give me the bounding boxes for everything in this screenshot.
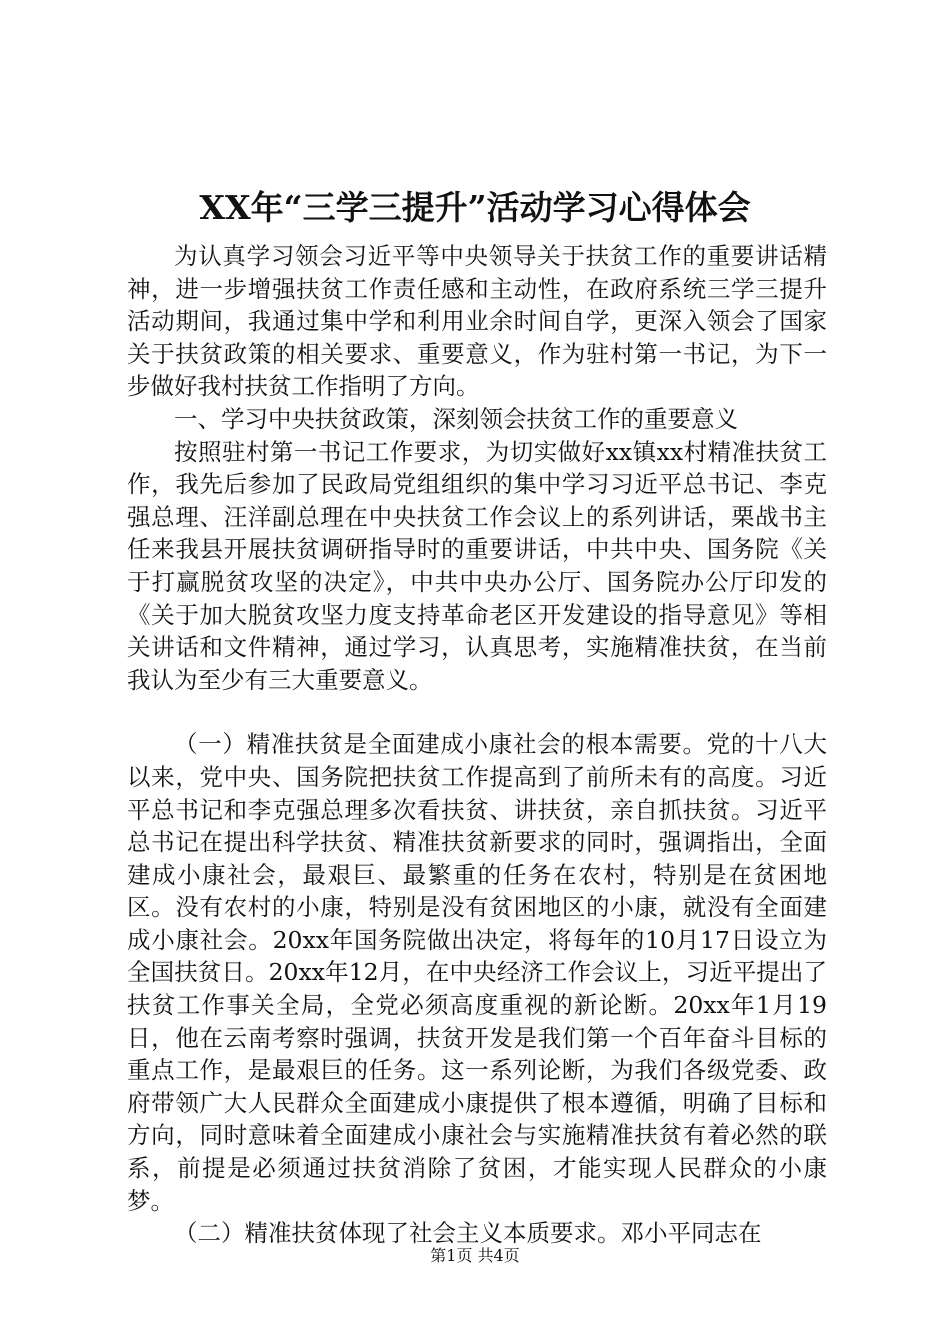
document-body (127, 240, 827, 1250)
body-paragraph: （二）精准扶贫体现了社会主义本质要求。邓小平同志在 (174, 1219, 762, 1248)
section-heading: 一、学习中央扶贫政策，深刻领会扶贫工作的重要意义 (174, 404, 738, 433)
page-number: 第1页 共4页 (430, 1246, 520, 1265)
document-title: XX年“三学三提升”活动学习心得体会 (199, 188, 751, 227)
body-paragraph: （一）精准扶贫是全面建成小康社会的根本需要。党的十八大以来，党中央、国务院把扶贫工作提高到了前所未有的高度。习近平总书记和李克强总理多次看扶贫、讲扶贫，亲自抓扶贫。习近平总书记在提出科学扶贫、精准扶贫新要求的同时，强调指出，全面建成小康社会，最艰巨、最繁重的任务在农村，特别是在贫困地区。没有农村的小康，特别是没有贫困地区的小康，就没有全面建成小康社会。20xx年国务院做出决定，将每年的10月17日设立为全国扶贫日。20xx年12月，在中央经济工作会议上，习近平提出了扶贫工作事关全局，全党必须高度重视的新论断。20xx年1月19日，他在云南考察时强调，扶贫开发是我们第一个百年奋斗目标的重点工作，是最艰巨的任务。这一系列论断，为我们各级党委、政府带领广大人民群众全面建成小康提供了根本遵循，明确了目标和方向，同时意味着全面建成小康社会与实施精准扶贫有着必然的联系，前提是必须通过扶贫消除了贫困，才能实现人民群众的小康梦。 (127, 730, 827, 1215)
intro-paragraph: 为认真学习领会习近平等中央领导关于扶贫工作的重要讲话精神，进一步增强扶贫工作责任感和主动性，在政府系统三学三提升活动期间，我通过集中学和利用业余时间自学，更深入领会了国家关于扶贫政策的相关要求、重要意义，作为驻村第一书记，为下一步做好我村扶贫工作指明了方向。 (127, 242, 827, 401)
body-paragraph: 按照驻村第一书记工作要求，为切实做好xx镇xx村精准扶贫工作，我先后参加了民政局党组组织的集中学习习近平总书记、李克强总理、汪洋副总理在中央扶贫工作会议上的系列讲话，栗战书主任来我县开展扶贫调研指导时的重要讲话，中共中央、国务院《关于打赢脱贫攻坚的决定》，中共中央办公厅、国务院办公厅印发的《关于加大脱贫攻坚力度支持革命老区开发建设的指导意见》等相关讲话和文件精神，通过学习，认真思考，实施精准扶贫，在当前我认为至少有三大重要意义。 (127, 437, 827, 694)
